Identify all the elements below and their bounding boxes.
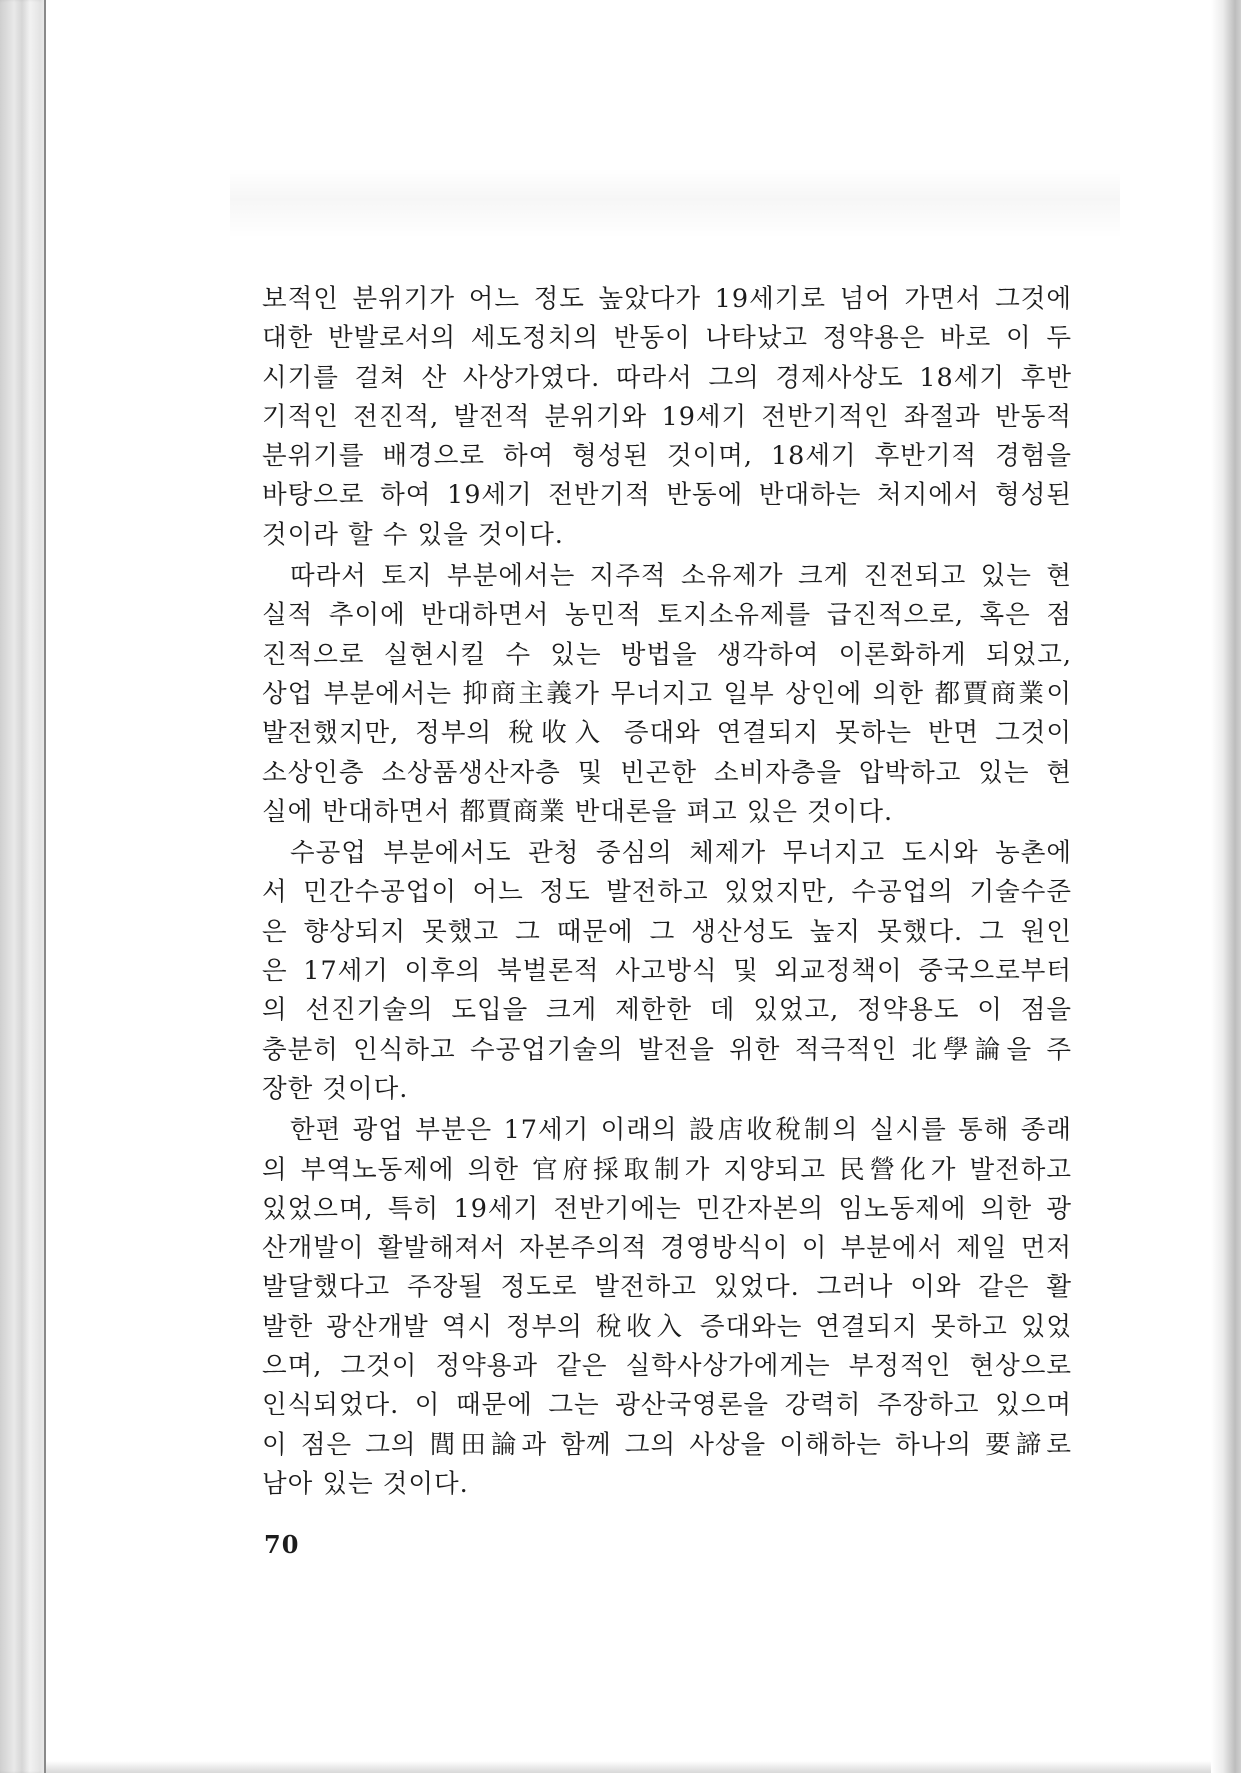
text-line: 대한 반발로서의 세도정치의 반동이 나타났고 정약용은 바로 이 두	[262, 323, 1072, 354]
text-line: 한편 광업 부분은 17세기 이래의 設店收稅制의 실시를 통해 종래	[290, 1115, 1072, 1146]
scan-shadow-band	[230, 168, 1120, 238]
text-line: 분위기를 배경으로 하여 형성된 것이며, 18세기 후반기적 경험을	[262, 441, 1072, 472]
text-line: 소상인층 소상품생산자층 및 빈곤한 소비자층을 압박하고 있는 현	[262, 757, 1072, 788]
text-line: 발달했다고 주장될 정도로 발전하고 있었다. 그러나 이와 같은 활	[262, 1272, 1072, 1303]
text-line: 산개발이 활발해져서 자본주의적 경영방식이 이 부분에서 제일 먼저	[262, 1233, 1072, 1264]
body-text	[262, 280, 1072, 1504]
text-line: 장한 것이다.	[262, 1073, 409, 1104]
text-line: 실에 반대하면서 都賈商業 반대론을 펴고 있은 것이다.	[262, 796, 894, 827]
text-line: 있었으며, 특히 19세기 전반기에는 민간자본의 임노동제에 의한 광	[262, 1193, 1072, 1224]
text-line: 진적으로 실현시킬 수 있는 방법을 생각하여 이론화하게 되었고,	[262, 639, 1072, 670]
text-line: 바탕으로 하여 19세기 전반기적 반동에 반대하는 처지에서 형성된	[262, 480, 1072, 511]
page-stack-edge	[0, 0, 44, 1773]
text-line: 보적인 분위기가 어느 정도 높았다가 19세기로 넘어 가면서 그것에	[262, 284, 1072, 314]
text-line: 따라서 토지 부분에서는 지주적 소유제가 크게 진전되고 있는 현	[290, 561, 1072, 592]
text-line: 실적 추이에 반대하면서 농민적 토지소유제를 급진적으로, 혹은 점	[262, 600, 1072, 631]
text-line: 수공업 부분에서도 관청 중심의 체제가 무너지고 도시와 농촌에	[290, 838, 1072, 869]
text-line: 발전했지만, 정부의 稅收入 증대와 연결되지 못하는 반면 그것이	[262, 718, 1072, 749]
text-line: 충분히 인식하고 수공업기술의 발전을 위한 적극적인 北學論을 주	[262, 1034, 1072, 1065]
paragraph-1	[262, 280, 1072, 555]
text-line: 이 점은 그의 閭田論과 함께 그의 사상을 이해하는 하나의 要諦로	[262, 1429, 1072, 1460]
text-line: 은 향상되지 못했고 그 때문에 그 생산성도 높지 못했다. 그 원인	[262, 916, 1072, 947]
page-bottom-shadow	[46, 1761, 1211, 1773]
text-line: 상업 부분에서는 抑商主義가 무너지고 일부 상인에 의한 都賈商業이	[262, 678, 1072, 709]
text-line: 서 민간수공업이 어느 정도 발전하고 있었지만, 수공업의 기술수준	[262, 877, 1072, 908]
paragraph-2	[262, 557, 1072, 832]
text-line: 으며, 그것이 정약용과 같은 실학사상가에게는 부정적인 현상으로	[262, 1351, 1072, 1382]
text-line: 것이라 할 수 있을 것이다.	[262, 519, 564, 550]
text-line: 시기를 걸쳐 산 사상가였다. 따라서 그의 경제사상도 18세기 후반	[262, 362, 1072, 393]
page-number: 70	[264, 1530, 300, 1559]
text-line: 인식되었다. 이 때문에 그는 광산국영론을 강력히 주장하고 있으며	[262, 1390, 1072, 1421]
paragraph-3	[262, 834, 1072, 1109]
page-edge-line	[44, 0, 46, 1773]
page-right-shadow	[1211, 0, 1241, 1773]
text-line: 의 선진기술의 도입을 크게 제한한 데 있었고, 정약용도 이 점을	[262, 995, 1072, 1026]
text-line: 발한 광산개발 역시 정부의 稅收入 증대와는 연결되지 못하고 있었	[262, 1311, 1072, 1342]
text-line: 남아 있는 것이다.	[262, 1468, 469, 1499]
paragraph-4	[262, 1111, 1072, 1504]
text-line: 은 17세기 이후의 북벌론적 사고방식 및 외교정책이 중국으로부터	[262, 956, 1072, 987]
text-line: 의 부역노동제에 의한 官府採取制가 지양되고 民營化가 발전하고	[262, 1154, 1072, 1185]
text-line: 기적인 전진적, 발전적 분위기와 19세기 전반기적인 좌절과 반동적	[262, 401, 1072, 432]
